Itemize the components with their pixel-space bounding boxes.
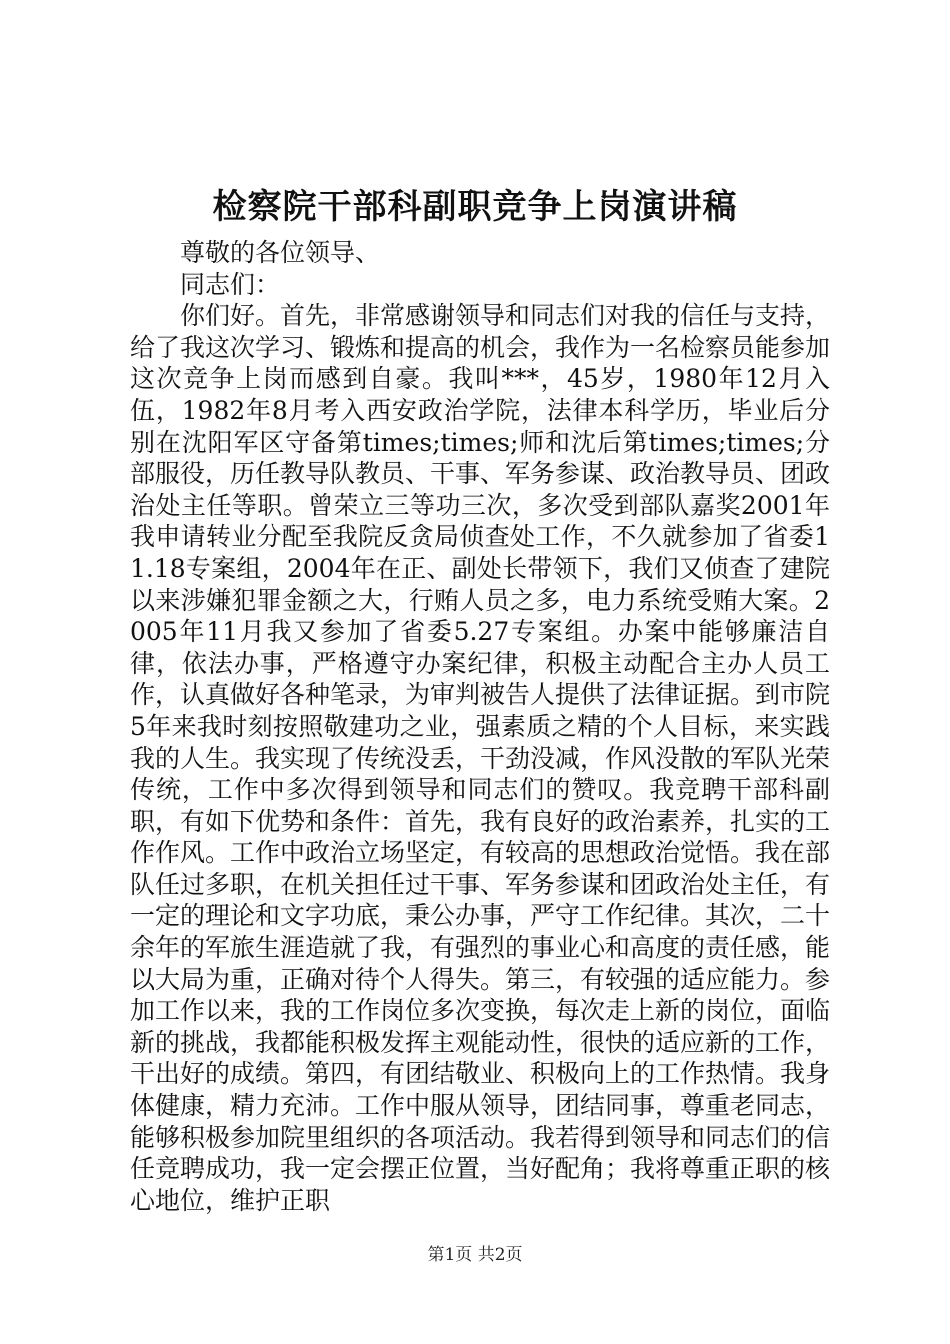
page-number-footer: 第1页 共2页 <box>427 1245 523 1265</box>
body-paragraph: 你们好。首先，非常感谢领导和同志们对我的信任与支持，给了我这次学习、锻炼和提高的机会，我作为一名检察员能参加这次竞争上岗而感到自豪。我叫***，45岁，1980年12月入伍，1982年8月考入西安政治学院，法律本科学历，毕业后分别在沈阳军区守备第times;times;师和沈后第times;times;分部服役，历任教导队教员、干事、军务参谋、政治教导员、团政治处主任等职。曾荣立三等功三次，多次受到部队嘉奖2001年我申请转业分配至我院反贪局侦查处工作，不久就参加了省委11.18专案组，2004年在正、副处长带领下，我们又侦查了建院以来涉嫌犯罪金额之大，行贿人员之多，电力系统受贿大案。2005年11月我又参加了省委5.27专案组。办案中能够廉洁自律，依法办事，严格遵守办案纪律，积极主动配合主办人员工作，认真做好各种笔录，为审判被告人提供了法律证据。到市院5年来我时刻按照敬建功之业，强素质之精的个人目标，来实践我的人生。我实现了传统没丢，干劲没减，作风没散的军队光荣传统，工作中多次得到领导和同志们的赞叹。我竞聘干部科副职，有如下优势和条件：首先，我有良好的政治素养，扎实的工作作风。工作中政治立场坚定，有较高的思想政治觉悟。我在部队任过多职，在机关担任过干事、军务参谋和团政治处主任，有一定的理论和文字功底，秉公办事，严守工作纪律。其次，二十余年的军旅生涯造就了我，有强烈的事业心和高度的责任感，能以大局为重，正确对待个人得失。第三，有较强的适应能力。参加工作以来，我的工作岗位多次变换，每次走上新的岗位，面临新的挑战，我都能积极发挥主观能动性，很快的适应新的工作，干出好的成绩。第四，有团结敬业、积极向上的工作热情。我身体健康，精力充沛。工作中服从领导，团结同事，尊重老同志，能够积极参加院里组织的各项活动。我若得到领导和同志们的信任竞聘成功，我一定会摆正位置，当好配角；我将尊重正职的核心地位，维护正职 <box>130 301 831 1215</box>
salutation-line-2: 同志们： <box>180 269 281 299</box>
salutation-line-1: 尊敬的各位领导、 <box>180 238 381 267</box>
document-body <box>130 237 830 1216</box>
document-title: 检察院干部科副职竞争上岗演讲稿 <box>212 187 738 227</box>
